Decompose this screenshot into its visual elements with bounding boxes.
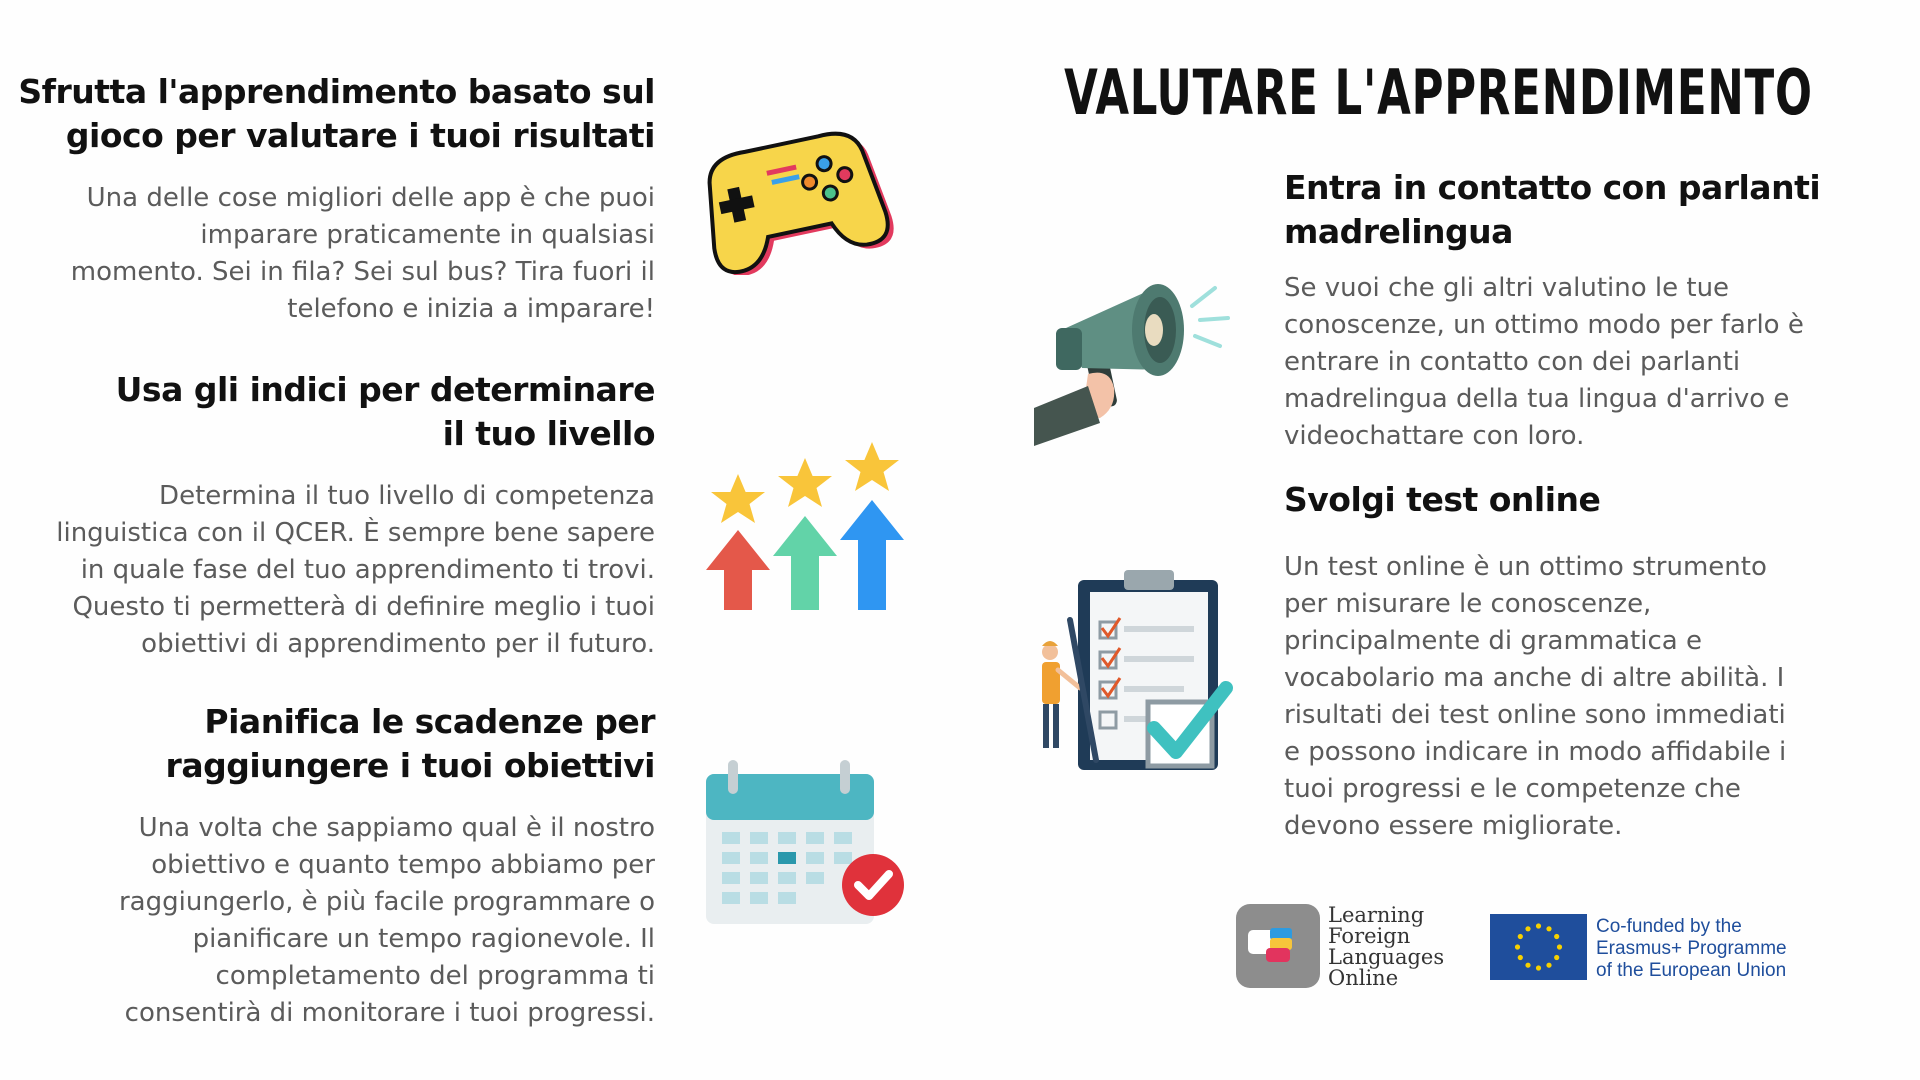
- eu-star: [1518, 955, 1523, 960]
- stars-arrows-icon: [700, 438, 910, 613]
- clipboard-checklist-icon: [1030, 570, 1235, 780]
- eu-star: [1515, 944, 1520, 949]
- section-heading-online-tests: Svolgi test online: [1284, 480, 1601, 519]
- eu-star: [1525, 926, 1530, 931]
- megaphone-icon: [1030, 258, 1235, 448]
- section-heading-deadlines: Pianifica le scadenze per raggiungere i tuoi obiettivi: [165, 702, 655, 785]
- eu-star: [1554, 934, 1559, 939]
- eu-star: [1554, 955, 1559, 960]
- eu-cofunding-text: Co-funded by the Erasmus+ Programme of the European Union: [1596, 916, 1787, 981]
- section-heading-game-learning: Sfrutta l'apprendimento basato sul gioco per valutare i tuoi risultati: [18, 72, 655, 155]
- speech-bubbles-icon: [1236, 904, 1320, 988]
- eu-star: [1518, 934, 1523, 939]
- section-body-online-tests: Un test online è un ottimo strumento per misurare le conoscenze, principalmente di grammatica e vocabolario ma anche di altre abilità. I risultati dei test online sono immediati e possono indicare in modo affidabile i tuoi progressi e le competenze che devono essere migliorate.: [1284, 552, 1787, 841]
- eu-star: [1546, 926, 1551, 931]
- eu-star: [1536, 923, 1541, 928]
- gamepad-icon: [700, 115, 895, 275]
- eu-star: [1536, 965, 1541, 970]
- calendar-check-icon: [700, 758, 910, 933]
- section-body-native-speakers: Se vuoi che gli altri valutino le tue conoscenze, un ottimo modo per farlo è entrare in contatto con dei parlanti madrelingua della tua lingua d'arrivo e videochattare con loro.: [1284, 273, 1804, 451]
- section-body-game-learning: Una delle cose migliori delle app è che puoi imparare praticamente in qualsiasi momento. Sei in fila? Sei sul bus? Tira fuori il telefono e inizia a imparare!: [70, 183, 655, 324]
- eu-star: [1525, 963, 1530, 968]
- brand-logo: [1236, 904, 1320, 988]
- section-heading-level-indices: Usa gli indici per determinare il tuo livello: [115, 370, 655, 453]
- eu-flag-icon: [1490, 914, 1587, 980]
- eu-star: [1546, 963, 1551, 968]
- eu-star: [1557, 944, 1562, 949]
- section-body-deadlines: Una volta che sappiamo qual è il nostro obiettivo e quanto tempo abbiamo per raggiungerlo, è più facile programmare o pianificare un tempo ragionevole. Il completamento del programma ti consentirà di monitorare i tuoi progressi.: [118, 813, 655, 1028]
- section-heading-native-speakers: Entra in contatto con parlanti madrelingua: [1284, 168, 1821, 251]
- section-body-level-indices: Determina il tuo livello di competenza linguistica con il QCER. È sempre bene sapere in quale fase del tuo apprendimento ti trovi. Questo ti permetterà di definire meglio i tuoi obiettivi di apprendimento per il futuro.: [56, 481, 655, 659]
- brand-name: Learning Foreign Languages Online: [1328, 903, 1445, 990]
- page-title: VALUTARE L'APPRENDIMENTO: [1064, 56, 1813, 129]
